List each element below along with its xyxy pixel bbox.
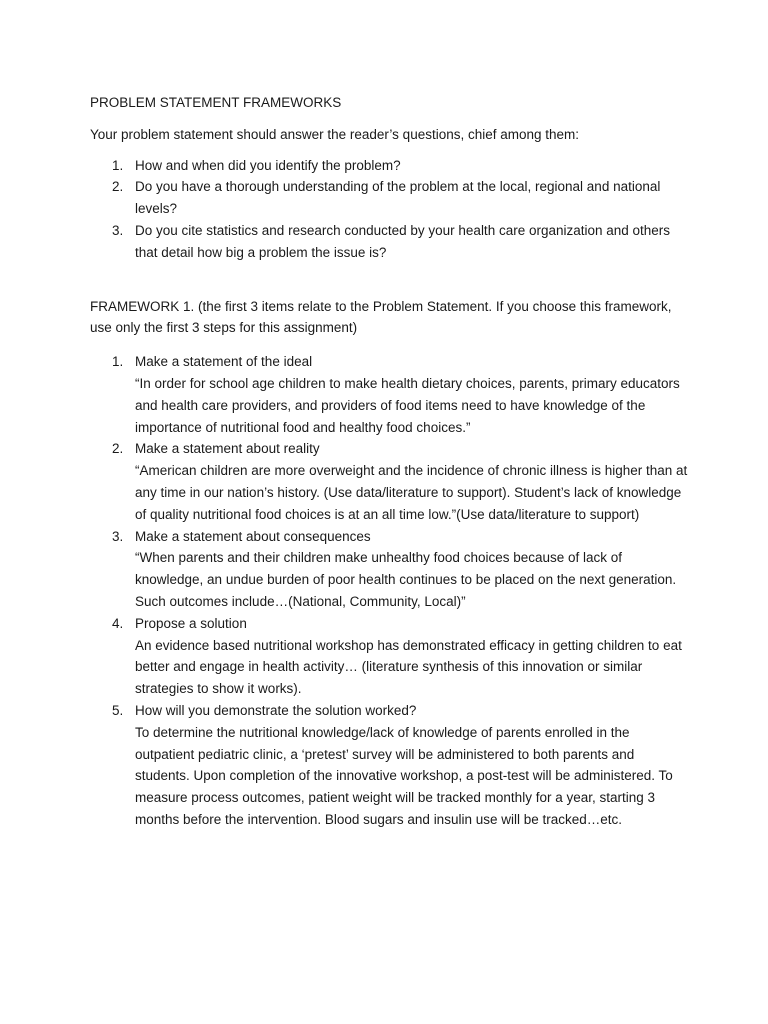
list-item-text: How and when did you identify the problem? <box>135 157 401 173</box>
step-title: Make a statement of the ideal <box>135 354 313 370</box>
list-number: 5. <box>112 702 124 718</box>
list-item <box>90 438 690 525</box>
step-title: Make a statement about reality <box>135 441 320 457</box>
step-title: Make a statement about consequences <box>135 528 371 544</box>
list-item-text: Do you have a thorough understanding of the problem at the local, regional and national levels? <box>135 179 661 217</box>
list-number: 1. <box>112 354 124 370</box>
questions-list <box>90 155 690 264</box>
document-title: PROBLEM STATEMENT FRAMEWORKS <box>90 95 342 110</box>
step-detail: “When parents and their children make unhealthy food choices because of lack of knowledge, an undue burden of poor health continues to be placed on the next generation. Such outcomes include…(National, Community, Local)” <box>135 550 677 609</box>
document-page <box>90 92 690 831</box>
list-number: 2. <box>112 179 124 195</box>
step-title: How will you demonstrate the solution worked? <box>135 702 417 718</box>
list-item <box>90 613 690 700</box>
step-detail: “In order for school age children to make health dietary choices, parents, primary educators and health care providers, and providers of food items need to have knowledge of the importance of nutritional food and healthy food choices.” <box>135 375 680 435</box>
list-number: 3. <box>112 222 124 238</box>
list-item <box>90 155 690 177</box>
list-number: 3. <box>112 528 124 544</box>
framework-steps-list <box>90 351 690 831</box>
list-item <box>90 220 690 264</box>
list-item <box>90 176 690 220</box>
list-item <box>90 526 690 613</box>
step-detail: To determine the nutritional knowledge/lack of knowledge of parents enrolled in the outpatient pediatric clinic, a ‘pretest’ survey will be administered to both parents and students. Upon completion of the innovative workshop, a post-test will be administered. To measure process outcomes, patient weight will be tracked monthly for a year, starting 3 months before the intervention. Blood sugars and insulin use will be tracked…etc. <box>135 724 673 827</box>
list-number: 4. <box>112 615 124 631</box>
intro-paragraph: Your problem statement should answer the reader’s questions, chief among them: <box>90 126 580 142</box>
step-title: Propose a solution <box>135 615 247 631</box>
list-item <box>90 700 690 831</box>
list-item-text: Do you cite statistics and research conducted by your health care organization and others that detail how big a problem the issue is? <box>135 222 671 260</box>
step-detail: “American children are more overweight and the incidence of chronic illness is higher than at any time in our nation’s history. (Use data/literature to support). Student’s lack of knowledge of quality nutritional food choices is at an all time low.”(Use data/literature to support) <box>135 463 688 522</box>
framework-heading: FRAMEWORK 1. (the first 3 items relate to the Problem Statement. If you choose this framework, use only the first 3 steps for this assignment) <box>90 298 672 336</box>
list-number: 2. <box>112 441 124 457</box>
list-item <box>90 351 690 438</box>
step-detail: An evidence based nutritional workshop has demonstrated efficacy in getting children to eat better and engage in health activity… (literature synthesis of this innovation or similar strategies to show it works). <box>135 637 682 697</box>
list-number: 1. <box>112 157 124 173</box>
